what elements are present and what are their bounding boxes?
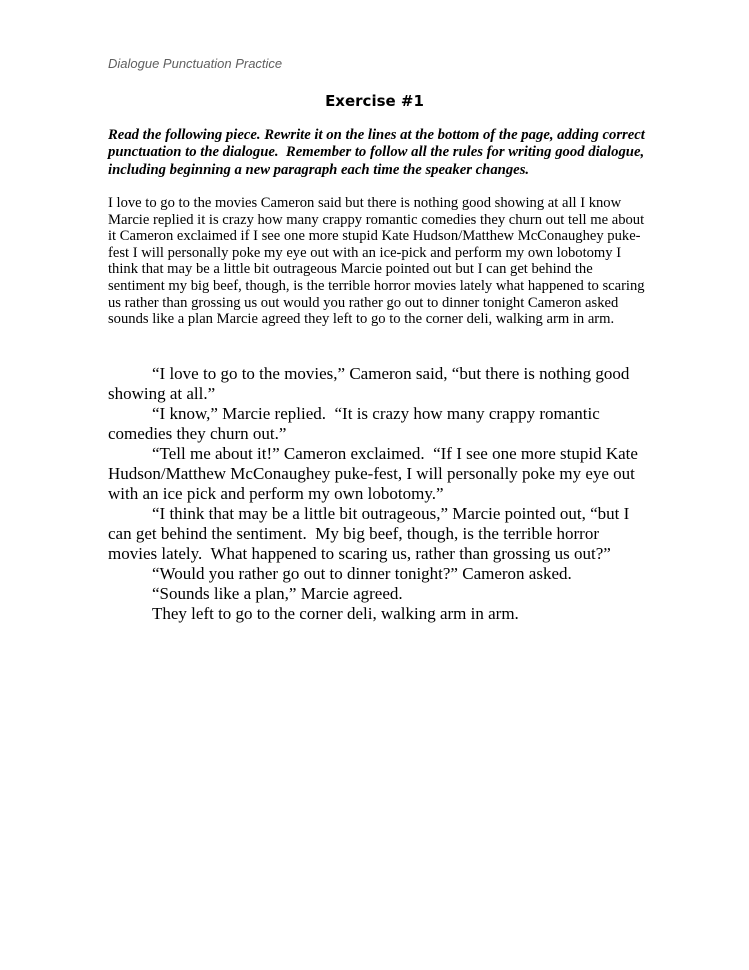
- dialogue-paragraph-4: “I think that may be a little bit outrageous,” Marcie pointed out, “but I can get behind the sentiment. My big beef, though, is the terrible horror movies lately. What happened to scaring us, rather than grossing us out?”: [108, 504, 634, 563]
- dialogue-paragraph-2: “I know,” Marcie replied. “It is crazy how many crappy romantic comedies they churn out.”: [108, 404, 605, 443]
- dialogue-paragraph-3: “Tell me about it!” Cameron exclaimed. “If I see one more stupid Kate Hudson/Matthew McConaughey puke-fest, I will personally poke my eye out with an ice pick and perform my own lobotomy.”: [108, 444, 643, 503]
- exercise-title: Exercise #1: [325, 92, 424, 110]
- instructions-text: Read the following piece. Rewrite it on the lines at the bottom of the page, adding correct punctuation to the dialogue. Remember to follow all the rules for writing good dialogue, including beginning a new paragraph each time the speaker changes.: [108, 127, 649, 178]
- dialogue-paragraph-5: “Would you rather go out to dinner tonight?” Cameron asked.: [152, 564, 572, 583]
- dialogue-paragraph-7: They left to go to the corner deli, walking arm in arm.: [152, 604, 519, 623]
- dialogue-paragraph-6: “Sounds like a plan,” Marcie agreed.: [152, 584, 403, 603]
- dialogue-paragraph-1: “I love to go to the movies,” Cameron said, “but there is nothing good showing at all.”: [108, 364, 634, 403]
- unpunctuated-paragraph: I love to go to the movies Cameron said but there is nothing good showing at all I know Marcie replied it is crazy how many crappy romantic comedies they churn out tell me about it Cameron exclaimed if I see one more stupid Kate Hudson/Matthew McConaughey puke-fest I will personally poke my eye out with an ice-pick and perform my own lobotomy I think that may be a little bit outrageous Marcie pointed out but I can get behind the sentiment my big beef, though, is the terrible horror movies lately what happened to scaring us rather than grossing us out would you rather go out to dinner tonight Cameron asked sounds like a plan Marcie agreed they left to go to the corner deli, walking arm in arm.: [108, 195, 649, 328]
- document-header-title: Dialogue Punctuation Practice: [108, 56, 283, 71]
- rewritten-dialogue-section: [108, 364, 648, 624]
